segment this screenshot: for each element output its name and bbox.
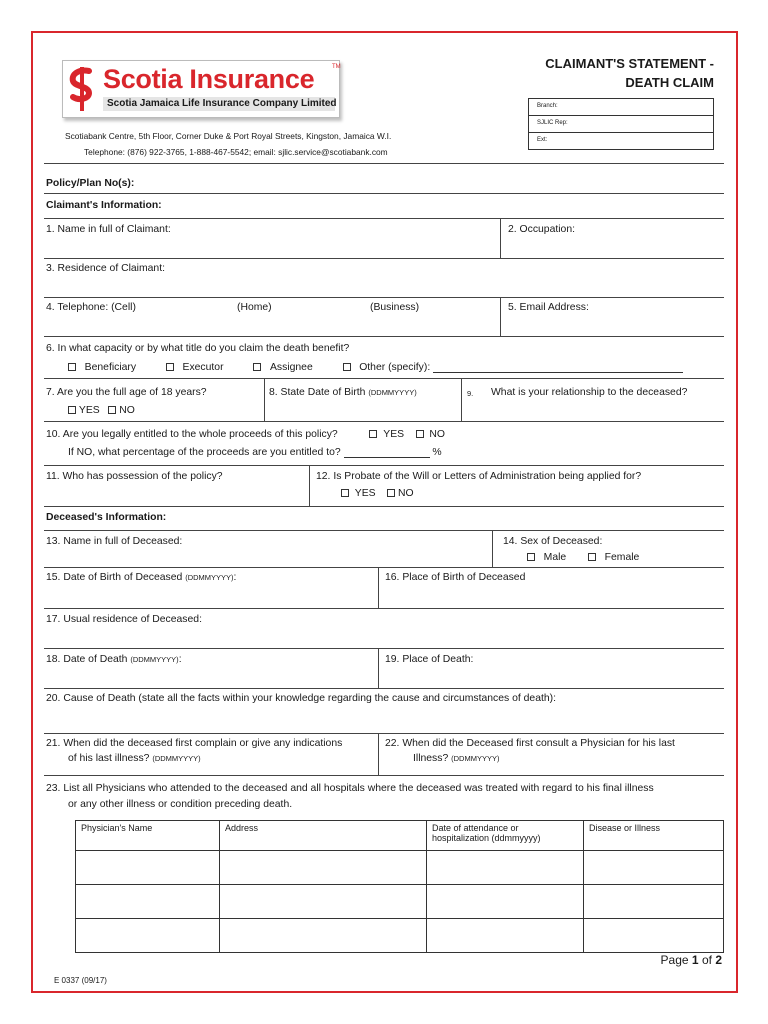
residence-label: 3. Residence of Claimant: (46, 263, 165, 274)
company-logo (62, 60, 340, 118)
deceased-heading: Deceased's Information: (46, 512, 167, 523)
male-label: Male (543, 552, 567, 563)
table-cell[interactable] (427, 919, 584, 953)
deceased-name-label: 13. Name in full of Deceased: (46, 536, 183, 547)
divider (44, 648, 724, 649)
divider (44, 608, 724, 609)
first-complaint-text: of his last illness? (68, 753, 150, 764)
telephone-home-label: (Home) (237, 302, 272, 313)
table-row (76, 919, 724, 953)
column-divider (264, 378, 265, 421)
policy-label: Policy/Plan No(s): (46, 178, 135, 189)
deceased-dob-text: 15. Date of Birth of Deceased (46, 572, 183, 583)
dob-label (269, 387, 417, 398)
first-complaint-label-2 (68, 753, 201, 764)
entitled-no-checkbox[interactable] (416, 430, 424, 438)
form-code: E 0337 (09/17) (54, 976, 107, 985)
col-address: Address (220, 821, 427, 851)
table-cell[interactable] (220, 885, 427, 919)
age-options (68, 405, 135, 416)
first-consult-text: Illness? (413, 753, 449, 764)
yes-label: YES (78, 405, 100, 416)
form-title-line2: DEATH CLAIM (625, 75, 714, 90)
executor-checkbox[interactable] (166, 363, 174, 371)
divider (44, 258, 724, 259)
assignee-label: Assignee (270, 362, 313, 373)
divider (44, 530, 724, 531)
yes-label: YES (383, 429, 405, 440)
first-consult-label: 22. When did the Deceased first consult a Physician for his last (385, 738, 675, 749)
other-specify-input[interactable] (433, 362, 683, 373)
divider (44, 465, 724, 466)
column-divider (378, 648, 379, 688)
entitled-yes-checkbox[interactable] (369, 430, 377, 438)
table-header-row (76, 821, 724, 851)
male-checkbox[interactable] (527, 553, 535, 561)
probate-yes-checkbox[interactable] (341, 489, 349, 497)
page-current: 1 (691, 953, 699, 967)
female-label: Female (604, 552, 640, 563)
form-title-line1: CLAIMANT'S STATEMENT - (545, 56, 714, 71)
date-format-hint: (DDMMYYYY) (451, 754, 500, 763)
divider (44, 378, 724, 379)
date-format-hint: (DDMMYYYY) (185, 573, 234, 582)
divider (44, 567, 724, 568)
trademark-mark: TM (332, 64, 341, 70)
ext-field[interactable]: Ext: (537, 137, 548, 143)
column-divider (492, 530, 493, 567)
cause-of-death-label: 20. Cause of Death (state all the facts within your knowledge regarding the cause and circumstances of death): (46, 693, 557, 704)
age-no-checkbox[interactable] (108, 406, 116, 414)
no-label: NO (398, 488, 414, 499)
page-number (661, 953, 722, 967)
relationship-number: 9. (467, 389, 474, 398)
column-divider (461, 378, 462, 421)
company-contact: Telephone: (876) 922-3765, 1-888-467-5542; email: sjlic.service@scotiabank.com (84, 147, 388, 157)
telephone-cell-label: 4. Telephone: (Cell) (46, 302, 136, 313)
capacity-label: 6. In what capacity or by what title do you claim the death benefit? (46, 343, 350, 354)
yes-label: YES (354, 488, 376, 499)
table-cell[interactable] (584, 851, 724, 885)
sex-label: 14. Sex of Deceased: (503, 536, 603, 547)
divider (44, 775, 724, 776)
physicians-label: 23. List all Physicians who attended to the deceased and all hospitals where the deceased was treated with regard to his final illness (46, 783, 654, 794)
no-label: NO (119, 405, 135, 416)
claimant-heading: Claimant's Information: (46, 200, 162, 211)
physicians-label-2: or any other illness or condition preceding death. (68, 799, 293, 810)
date-of-death-label: 18. Date of Death (DDMMYYYY): (46, 654, 182, 665)
col-disease: Disease or Illness (584, 821, 724, 851)
divider (44, 733, 724, 734)
deceased-dob-label: 15. Date of Birth of Deceased (DDMMYYYY): (46, 572, 237, 583)
table-cell[interactable] (76, 851, 220, 885)
probate-options (341, 488, 414, 499)
column-divider (309, 465, 310, 506)
age-question: 7. Are you the full age of 18 years? (46, 387, 207, 398)
date-format-hint: (DDMMYYYY) (368, 388, 417, 397)
probate-question: 12. Is Probate of the Will or Letters of Administration being applied for? (316, 471, 642, 482)
first-consult-label-2 (413, 753, 499, 764)
page-total: 2 (715, 953, 722, 967)
percentage-input[interactable] (344, 447, 430, 458)
divider (44, 688, 724, 689)
usual-residence-label: 17. Usual residence of Deceased: (46, 614, 202, 625)
col-date-attendance: Date of attendance or hospitalization (ddmmyyyy) (427, 821, 584, 851)
brand-subtitle: Scotia Jamaica Life Insurance Company Limited (107, 98, 337, 109)
probate-no-checkbox[interactable] (387, 489, 395, 497)
place-of-death-label: 19. Place of Death: (385, 654, 474, 665)
capacity-options (68, 362, 683, 373)
physicians-table (75, 820, 724, 953)
table-row (76, 851, 724, 885)
page-label: Page (660, 953, 689, 967)
column-divider (500, 297, 501, 336)
office-use-box (528, 98, 714, 150)
age-yes-checkbox[interactable] (68, 406, 76, 414)
executor-label: Executor (182, 362, 224, 373)
divider (44, 506, 724, 507)
table-cell[interactable] (76, 919, 220, 953)
telephone-business-label: (Business) (370, 302, 420, 313)
branch-field[interactable]: Branch: (529, 99, 713, 116)
other-label: Other (specify): (359, 362, 431, 373)
column-divider (378, 733, 379, 775)
other-checkbox[interactable] (343, 363, 351, 371)
date-of-death-text: 18. Date of Death (46, 654, 128, 665)
table-cell[interactable] (584, 919, 724, 953)
divider (44, 193, 724, 194)
table-cell[interactable] (76, 885, 220, 919)
percent-sign: % (432, 447, 442, 458)
entitlement-question (46, 429, 445, 440)
table-cell[interactable] (427, 885, 584, 919)
company-address: Scotiabank Centre, 5th Floor, Corner Duke & Port Royal Streets, Kingston, Jamaica W.I. (65, 131, 392, 141)
claimant-name-label: 1. Name in full of Claimant: (46, 224, 171, 235)
brand-name: Scotia Insurance (103, 64, 315, 94)
divider (44, 218, 724, 219)
assignee-checkbox[interactable] (253, 363, 261, 371)
occupation-label: 2. Occupation: (508, 224, 576, 235)
scotia-logo-icon (67, 67, 97, 111)
percentage-question (68, 447, 442, 458)
table-cell[interactable] (220, 919, 427, 953)
entitlement-text: 10. Are you legally entitled to the whole proceeds of this policy? (46, 429, 338, 440)
divider (44, 421, 724, 422)
relationship-label: What is your relationship to the deceased? (491, 387, 688, 398)
beneficiary-checkbox[interactable] (68, 363, 76, 371)
table-cell[interactable] (220, 851, 427, 885)
birthplace-label: 16. Place of Birth of Deceased (385, 572, 526, 583)
divider (44, 336, 724, 337)
beneficiary-label: Beneficiary (84, 362, 137, 373)
col-physician-name: Physician's Name (76, 821, 220, 851)
divider (44, 163, 724, 164)
table-cell[interactable] (584, 885, 724, 919)
column-divider (500, 218, 501, 258)
divider (44, 297, 724, 298)
date-format-hint: (DDMMYYYY) (152, 754, 201, 763)
no-label: NO (429, 429, 445, 440)
date-format-hint: (DDMMYYYY) (130, 655, 179, 664)
percentage-text: If NO, what percentage of the proceeds are you entitled to? (68, 447, 341, 458)
table-row (76, 885, 724, 919)
sex-options (527, 552, 639, 563)
dob-label-text: 8. State Date of Birth (269, 387, 366, 398)
female-checkbox[interactable] (588, 553, 596, 561)
policy-possession-label: 11. Who has possession of the policy? (46, 471, 223, 482)
email-label: 5. Email Address: (508, 302, 589, 313)
first-complaint-label: 21. When did the deceased first complain or give any indications (46, 738, 343, 749)
page-of: of (701, 953, 712, 967)
column-divider (378, 567, 379, 608)
rep-field[interactable]: SJLIC Rep: (529, 116, 713, 133)
table-cell[interactable] (427, 851, 584, 885)
